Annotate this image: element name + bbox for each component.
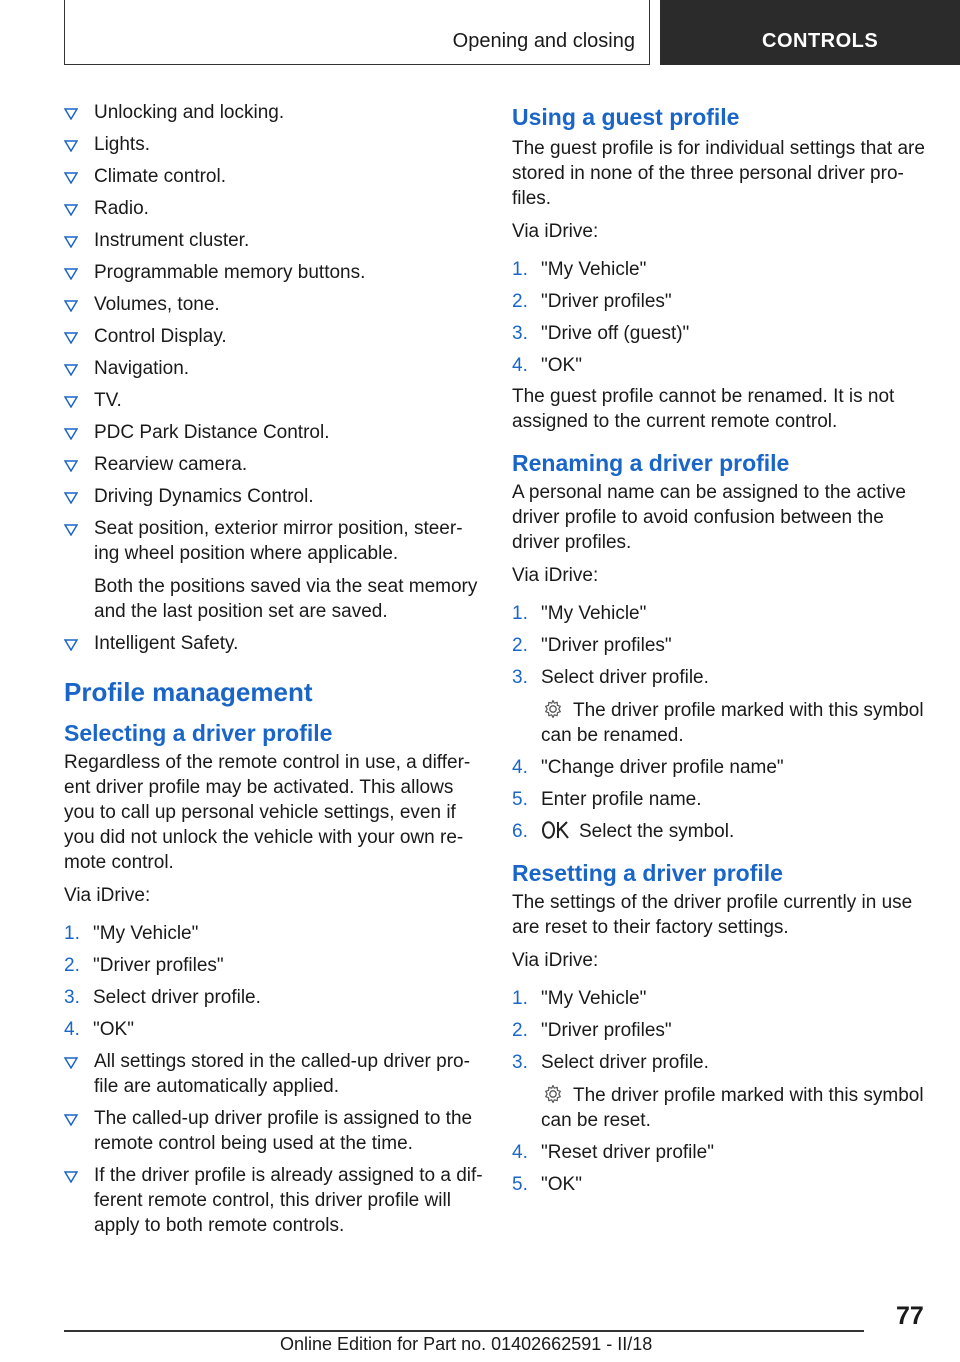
paragraph: The guest profile cannot be renamed. It is not assigned to the current remote control.	[512, 386, 895, 432]
numbered-step	[64, 1017, 484, 1042]
heading-resetting-driver-profile: Resetting a driver profile	[512, 860, 783, 886]
list-item-text: Unlocking and locking.	[94, 102, 285, 123]
list-item	[64, 1106, 484, 1156]
list-item-text: Control Display.	[94, 326, 227, 347]
triangle-bullet-icon	[64, 524, 78, 536]
list-item-text: If the driver profile is already assigned to a dif-ferent remote control, this driver profile will apply to both remote controls.	[94, 1165, 483, 1236]
step-number: 4.	[512, 757, 528, 778]
list-item-text: Instrument cluster.	[94, 230, 250, 251]
left-column	[64, 100, 484, 1245]
numbered-step	[64, 921, 484, 946]
header-controls-tab	[660, 0, 960, 65]
triangle-bullet-icon	[64, 1057, 78, 1069]
list-item	[64, 631, 484, 656]
section-title: Opening and closing	[452, 30, 635, 52]
gear-icon	[543, 1084, 563, 1104]
step-number: 1.	[512, 259, 528, 280]
numbered-step	[64, 953, 484, 978]
step-number: 3.	[64, 987, 80, 1008]
list-item	[64, 516, 484, 624]
step-text: Select the symbol.	[579, 821, 735, 842]
list-item-text: TV.	[94, 390, 122, 411]
numbered-step	[512, 321, 932, 346]
step-text: Enter profile name.	[541, 789, 702, 810]
triangle-bullet-icon	[64, 204, 78, 216]
step-text: "Driver profiles"	[541, 1020, 672, 1041]
list-item-text: All settings stored in the called-up driver pro-file are automatically applied.	[94, 1051, 470, 1097]
paragraph: The guest profile is for individual settings that are stored in none of the three personal driver pro-files.	[512, 138, 925, 209]
step-text: "Driver profiles"	[93, 955, 224, 976]
numbered-step	[512, 787, 932, 812]
paragraph: The settings of the driver profile currently in use are reset to their factory settings.	[512, 892, 913, 938]
step-number: 1.	[64, 923, 80, 944]
step-text: "My Vehicle"	[541, 988, 647, 1009]
list-item	[64, 1049, 484, 1099]
step-number: 5.	[512, 789, 528, 810]
step-number: 4.	[64, 1019, 80, 1040]
footer-divider	[64, 1330, 864, 1332]
step-text: Select driver profile.	[541, 1052, 709, 1073]
list-item-text: Driving Dynamics Control.	[94, 486, 314, 507]
via-idrive-label: Via iDrive:	[512, 950, 599, 971]
triangle-bullet-icon	[64, 639, 78, 651]
list-item	[64, 324, 484, 349]
via-idrive-label: Via iDrive:	[512, 565, 599, 586]
numbered-step	[512, 257, 932, 282]
numbered-step	[512, 601, 932, 626]
list-item	[64, 356, 484, 381]
triangle-bullet-icon	[64, 236, 78, 248]
step-text: "OK"	[93, 1019, 134, 1040]
step-number: 2.	[64, 955, 80, 976]
step-text: Select driver profile.	[541, 667, 709, 688]
paragraph: Regardless of the remote control in use, a differ-ent driver profile may be activated. This allows you to call up personal vehicle settings, even if you did not unlock the vehicle with your own re-mote control.	[64, 752, 471, 873]
step-number: 2.	[512, 291, 528, 312]
list-item	[64, 132, 484, 157]
step-text: "Reset driver profile"	[541, 1142, 714, 1163]
triangle-bullet-icon	[64, 108, 78, 120]
heading-renaming-driver-profile: Renaming a driver profile	[512, 450, 790, 476]
list-item	[64, 100, 484, 125]
triangle-bullet-icon	[64, 268, 78, 280]
step-subnote	[541, 698, 932, 748]
numbered-step	[512, 1172, 932, 1197]
paragraph: A personal name can be assigned to the active driver profile to avoid confusion between the driver profiles.	[512, 482, 906, 553]
step-text: "My Vehicle"	[541, 603, 647, 624]
list-item	[64, 292, 484, 317]
list-item-text: The called-up driver profile is assigned to the remote control being used at the time.	[94, 1108, 473, 1154]
step-number: 4.	[512, 355, 528, 376]
triangle-bullet-icon	[64, 460, 78, 472]
triangle-bullet-icon	[64, 428, 78, 440]
step-number: 3.	[512, 323, 528, 344]
list-item-text: Lights.	[94, 134, 150, 155]
list-item	[64, 420, 484, 445]
triangle-bullet-icon	[64, 1114, 78, 1126]
step-subnote	[541, 1083, 932, 1133]
triangle-bullet-icon	[64, 332, 78, 344]
numbered-step	[512, 819, 932, 844]
page-number: 77	[896, 1302, 924, 1330]
list-item-text: Climate control.	[94, 166, 226, 187]
numbered-step	[512, 353, 932, 378]
numbered-step	[512, 289, 932, 314]
list-item	[64, 228, 484, 253]
heading-guest-profile: Using a guest profile	[512, 104, 740, 130]
step-text: "Driver profiles"	[541, 291, 672, 312]
symbol-note-text: The driver profile marked with this symbol can be reset.	[541, 1085, 924, 1131]
header-section-tab	[64, 0, 650, 65]
step-text: "OK"	[541, 355, 582, 376]
numbered-step	[512, 1140, 932, 1165]
list-item	[64, 484, 484, 509]
list-item	[64, 260, 484, 285]
list-item	[64, 196, 484, 221]
list-item	[64, 388, 484, 413]
triangle-bullet-icon	[64, 1171, 78, 1183]
numbered-step	[512, 633, 932, 658]
numbered-step	[512, 986, 932, 1011]
step-text: "Driver profiles"	[541, 635, 672, 656]
numbered-step	[512, 755, 932, 780]
step-text: "Change driver profile name"	[541, 757, 784, 778]
step-number: 2.	[512, 635, 528, 656]
numbered-step	[64, 985, 484, 1010]
list-item	[64, 452, 484, 477]
step-text: "OK"	[541, 1174, 582, 1195]
list-item-text: Programmable memory buttons.	[94, 262, 366, 283]
list-item-text: PDC Park Distance Control.	[94, 422, 330, 443]
triangle-bullet-icon	[64, 172, 78, 184]
step-number: 4.	[512, 1142, 528, 1163]
list-item-text: Radio.	[94, 198, 149, 219]
triangle-bullet-icon	[64, 396, 78, 408]
step-text: "My Vehicle"	[93, 923, 199, 944]
right-column	[512, 100, 932, 1204]
symbol-note-text: The driver profile marked with this symbol can be renamed.	[541, 700, 924, 746]
step-number: 1.	[512, 988, 528, 1009]
list-item-subtext: Both the positions saved via the seat memory and the last position set are saved.	[94, 576, 478, 622]
triangle-bullet-icon	[64, 364, 78, 376]
step-number: 3.	[512, 1052, 528, 1073]
via-idrive-label: Via iDrive:	[64, 885, 151, 906]
list-item-text: Navigation.	[94, 358, 190, 379]
list-item-text: Seat position, exterior mirror position, steer-ing wheel position where applicable.	[94, 518, 463, 564]
step-number: 3.	[512, 667, 528, 688]
numbered-step	[512, 665, 932, 748]
step-text: "My Vehicle"	[541, 259, 647, 280]
heading-profile-management: Profile management	[64, 677, 313, 707]
step-number: 1.	[512, 603, 528, 624]
numbered-step	[512, 1050, 932, 1133]
chapter-title: CONTROLS	[762, 30, 879, 52]
triangle-bullet-icon	[64, 492, 78, 504]
footer-edition: Online Edition for Part no. 01402662591 - II/18	[280, 1334, 653, 1354]
heading-selecting-driver-profile: Selecting a driver profile	[64, 720, 333, 746]
list-item-text: Intelligent Safety.	[94, 633, 239, 654]
gear-icon	[543, 699, 563, 719]
step-number: 5.	[512, 1174, 528, 1195]
numbered-step	[512, 1018, 932, 1043]
list-item	[64, 1163, 484, 1238]
step-number: 2.	[512, 1020, 528, 1041]
triangle-bullet-icon	[64, 140, 78, 152]
step-text: "Drive off (guest)"	[541, 323, 690, 344]
ok-symbol-icon	[541, 820, 571, 840]
list-item-text: Rearview camera.	[94, 454, 248, 475]
list-item-text: Volumes, tone.	[94, 294, 220, 315]
via-idrive-label: Via iDrive:	[512, 221, 599, 242]
list-item	[64, 164, 484, 189]
step-text: Select driver profile.	[93, 987, 261, 1008]
step-number: 6.	[512, 821, 528, 842]
triangle-bullet-icon	[64, 300, 78, 312]
